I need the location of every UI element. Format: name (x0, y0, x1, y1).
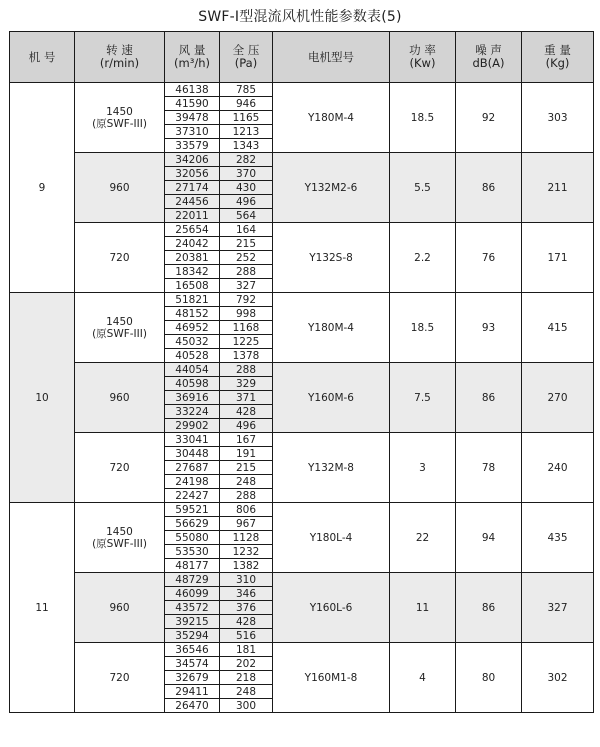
table-row (10, 153, 594, 167)
weight-cell: 327 (522, 573, 594, 643)
speed-value: 1450 (106, 525, 133, 538)
airflow-cell: 24456 (165, 195, 220, 209)
pressure-cell: 288 (220, 489, 273, 503)
airflow-cell: 33224 (165, 405, 220, 419)
pressure-cell: 430 (220, 181, 273, 195)
weight-cell: 435 (522, 503, 594, 573)
table-row (10, 643, 594, 657)
motor-model-cell: Y180M-4 (273, 83, 390, 153)
pressure-cell: 1225 (220, 335, 273, 349)
airflow-cell: 18342 (165, 265, 220, 279)
pressure-cell: 191 (220, 447, 273, 461)
speed-value: 720 (109, 461, 130, 474)
header-motor-model: 电机型号 (273, 32, 390, 83)
airflow-cell: 29902 (165, 419, 220, 433)
weight-cell: 303 (522, 83, 594, 153)
pressure-cell: 1213 (220, 125, 273, 139)
machine-no-cell: 10 (10, 293, 75, 503)
pressure-cell: 167 (220, 433, 273, 447)
airflow-cell: 46099 (165, 587, 220, 601)
noise-cell: 86 (456, 573, 522, 643)
speed-cell (75, 433, 165, 503)
power-cell: 2.2 (390, 223, 456, 293)
airflow-cell: 53530 (165, 545, 220, 559)
header-pressure: 全 压 (Pa) (220, 32, 273, 83)
airflow-cell: 25654 (165, 223, 220, 237)
speed-cell (75, 223, 165, 293)
power-cell: 3 (390, 433, 456, 503)
airflow-cell: 16508 (165, 279, 220, 293)
speed-note: (原SWF-III) (92, 327, 147, 340)
speed-note: (原SWF-III) (92, 537, 147, 550)
pressure-cell: 967 (220, 517, 273, 531)
pressure-cell: 327 (220, 279, 273, 293)
speed-cell (75, 153, 165, 223)
table-row (10, 83, 594, 97)
pressure-cell: 346 (220, 587, 273, 601)
airflow-cell: 37310 (165, 125, 220, 139)
pressure-cell: 376 (220, 601, 273, 615)
pressure-cell: 1128 (220, 531, 273, 545)
airflow-cell: 46952 (165, 321, 220, 335)
airflow-cell: 45032 (165, 335, 220, 349)
speed-cell (75, 643, 165, 713)
pressure-cell: 1382 (220, 559, 273, 573)
pressure-cell: 516 (220, 629, 273, 643)
pressure-cell: 300 (220, 699, 273, 713)
airflow-cell: 56629 (165, 517, 220, 531)
table-row (10, 293, 594, 307)
pressure-cell: 215 (220, 461, 273, 475)
speed-value: 1450 (106, 105, 133, 118)
pressure-cell: 310 (220, 573, 273, 587)
weight-cell: 240 (522, 433, 594, 503)
pressure-cell: 496 (220, 195, 273, 209)
pressure-cell: 785 (220, 83, 273, 97)
page-title: SWF-Ⅰ型混流风机性能参数表(5) (198, 9, 402, 25)
airflow-cell: 22427 (165, 489, 220, 503)
airflow-cell: 26470 (165, 699, 220, 713)
pressure-cell: 329 (220, 377, 273, 391)
pressure-cell: 248 (220, 685, 273, 699)
table-row (10, 363, 594, 377)
pressure-cell: 1165 (220, 111, 273, 125)
pressure-cell: 164 (220, 223, 273, 237)
pressure-cell: 370 (220, 167, 273, 181)
pressure-cell: 564 (220, 209, 273, 223)
header-weight: 重 量 (Kg) (522, 32, 594, 83)
speed-cell (75, 363, 165, 433)
header-airflow: 风 量 (m³/h) (165, 32, 220, 83)
performance-table (9, 31, 594, 713)
airflow-cell: 40598 (165, 377, 220, 391)
speed-value: 1450 (106, 315, 133, 328)
airflow-cell: 20381 (165, 251, 220, 265)
airflow-cell: 43572 (165, 601, 220, 615)
power-cell: 18.5 (390, 83, 456, 153)
pressure-cell: 288 (220, 265, 273, 279)
pressure-cell: 1343 (220, 139, 273, 153)
noise-cell: 78 (456, 433, 522, 503)
airflow-cell: 32056 (165, 167, 220, 181)
pressure-cell: 496 (220, 419, 273, 433)
motor-model-cell: Y160M1-8 (273, 643, 390, 713)
airflow-cell: 51821 (165, 293, 220, 307)
motor-model-cell: Y160L-6 (273, 573, 390, 643)
airflow-cell: 24198 (165, 475, 220, 489)
power-cell: 22 (390, 503, 456, 573)
pressure-cell: 218 (220, 671, 273, 685)
pressure-cell: 998 (220, 307, 273, 321)
airflow-cell: 29411 (165, 685, 220, 699)
power-cell: 4 (390, 643, 456, 713)
airflow-cell: 40528 (165, 349, 220, 363)
weight-cell: 211 (522, 153, 594, 223)
pressure-cell: 428 (220, 615, 273, 629)
table-row (10, 433, 594, 447)
noise-cell: 93 (456, 293, 522, 363)
airflow-cell: 33579 (165, 139, 220, 153)
airflow-cell: 39215 (165, 615, 220, 629)
weight-cell: 270 (522, 363, 594, 433)
pressure-cell: 202 (220, 657, 273, 671)
noise-cell: 86 (456, 153, 522, 223)
speed-value: 720 (109, 671, 130, 684)
table-row (10, 223, 594, 237)
speed-value: 720 (109, 251, 130, 264)
airflow-cell: 27687 (165, 461, 220, 475)
motor-model-cell: Y132M2-6 (273, 153, 390, 223)
motor-model-cell: Y132S-8 (273, 223, 390, 293)
airflow-cell: 34574 (165, 657, 220, 671)
airflow-cell: 48152 (165, 307, 220, 321)
motor-model-cell: Y132M-8 (273, 433, 390, 503)
motor-model-cell: Y160M-6 (273, 363, 390, 433)
speed-cell (75, 293, 165, 363)
motor-model-cell: Y180L-4 (273, 503, 390, 573)
airflow-cell: 59521 (165, 503, 220, 517)
airflow-cell: 30448 (165, 447, 220, 461)
airflow-cell: 48729 (165, 573, 220, 587)
pressure-cell: 806 (220, 503, 273, 517)
pressure-cell: 215 (220, 237, 273, 251)
airflow-cell: 22011 (165, 209, 220, 223)
pressure-cell: 1378 (220, 349, 273, 363)
noise-cell: 92 (456, 83, 522, 153)
pressure-cell: 946 (220, 97, 273, 111)
noise-cell: 94 (456, 503, 522, 573)
airflow-cell: 48177 (165, 559, 220, 573)
airflow-cell: 35294 (165, 629, 220, 643)
motor-model-cell: Y180M-4 (273, 293, 390, 363)
pressure-cell: 181 (220, 643, 273, 657)
airflow-cell: 32679 (165, 671, 220, 685)
machine-no-cell: 9 (10, 83, 75, 293)
pressure-cell: 792 (220, 293, 273, 307)
airflow-cell: 39478 (165, 111, 220, 125)
speed-note: (原SWF-III) (92, 117, 147, 130)
power-cell: 5.5 (390, 153, 456, 223)
machine-no-cell: 11 (10, 503, 75, 713)
airflow-cell: 34206 (165, 153, 220, 167)
speed-value: 960 (109, 391, 130, 404)
header-machine-no: 机 号 (10, 32, 75, 83)
airflow-cell: 41590 (165, 97, 220, 111)
speed-value: 960 (109, 601, 130, 614)
pressure-cell: 371 (220, 391, 273, 405)
pressure-cell: 1232 (220, 545, 273, 559)
airflow-cell: 44054 (165, 363, 220, 377)
airflow-cell: 36916 (165, 391, 220, 405)
weight-cell: 171 (522, 223, 594, 293)
speed-value: 960 (109, 181, 130, 194)
power-cell: 7.5 (390, 363, 456, 433)
header-power: 功 率 (Kw) (390, 32, 456, 83)
weight-cell: 302 (522, 643, 594, 713)
table-body (10, 83, 594, 713)
pressure-cell: 282 (220, 153, 273, 167)
table-row (10, 503, 594, 517)
airflow-cell: 46138 (165, 83, 220, 97)
noise-cell: 80 (456, 643, 522, 713)
pressure-cell: 288 (220, 363, 273, 377)
airflow-cell: 55080 (165, 531, 220, 545)
airflow-cell: 36546 (165, 643, 220, 657)
noise-cell: 76 (456, 223, 522, 293)
pressure-cell: 248 (220, 475, 273, 489)
header-row (10, 32, 594, 83)
speed-cell (75, 573, 165, 643)
airflow-cell: 33041 (165, 433, 220, 447)
weight-cell: 415 (522, 293, 594, 363)
airflow-cell: 24042 (165, 237, 220, 251)
speed-cell (75, 83, 165, 153)
speed-cell (75, 503, 165, 573)
table-row (10, 573, 594, 587)
noise-cell: 86 (456, 363, 522, 433)
power-cell: 18.5 (390, 293, 456, 363)
pressure-cell: 252 (220, 251, 273, 265)
pressure-cell: 1168 (220, 321, 273, 335)
power-cell: 11 (390, 573, 456, 643)
airflow-cell: 27174 (165, 181, 220, 195)
header-noise: 噪 声 dB(A) (456, 32, 522, 83)
header-speed: 转 速 (r/min) (75, 32, 165, 83)
pressure-cell: 428 (220, 405, 273, 419)
